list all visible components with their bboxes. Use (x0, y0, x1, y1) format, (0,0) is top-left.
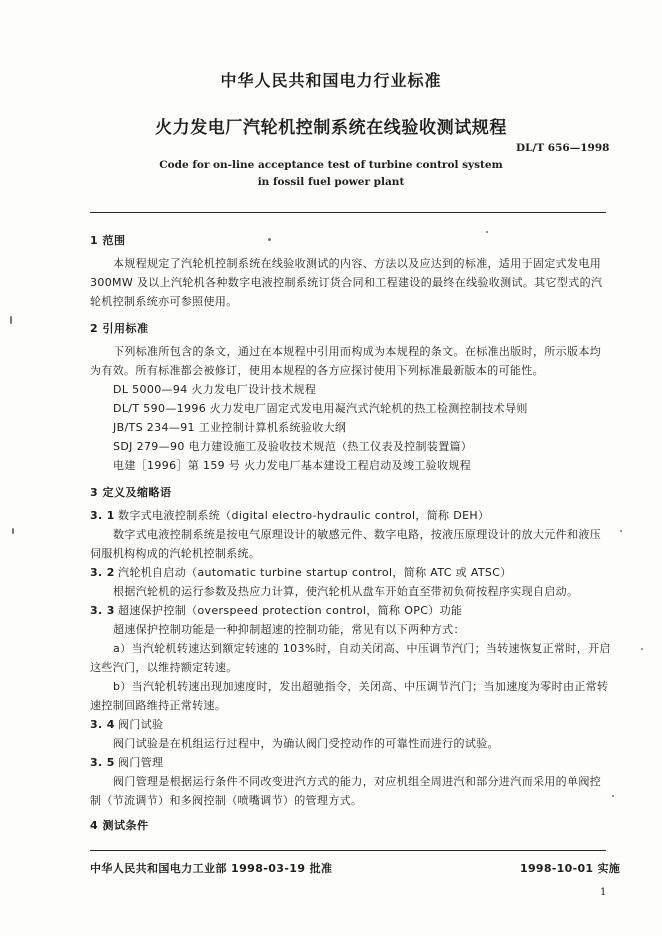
reference-item: DL 5000—94 火力发电厂设计技术规程 (113, 383, 317, 396)
definition-title: 超速保护控制（overspeed protection control，简称 OPC）功能 (118, 604, 463, 617)
scan-speck (12, 528, 14, 534)
definition-number: 3. 1 (90, 509, 115, 522)
paragraph-line: 速控制回路维持正常转速。 (90, 699, 227, 712)
definition-number: 3. 5 (90, 756, 115, 769)
definition-number: 3. 2 (90, 566, 115, 579)
paragraph-line: 伺服机构构成的汽轮机控制系统。 (90, 547, 261, 560)
document-title-en-line2: in fossil fuel power plant (257, 176, 405, 188)
definition-title: 阀门管理 (118, 756, 164, 769)
header-divider (90, 212, 606, 213)
paragraph-line: 轮机控制系统亦可参照使用。 (90, 295, 238, 308)
scan-speck (641, 648, 643, 650)
paragraph-line: b）当汽轮机转速出现加速度时，发出超驰指令，关闭高、中压调节汽门；当加速度为零时由正常转 (113, 680, 609, 693)
reference-item: JB/TS 234—91 工业控制计算机系统验收大纲 (113, 421, 347, 434)
paragraph-line: 数字式电液控制系统是按电气原理设计的敏感元件、数字电路，按液压原理设计的放大元件和液压 (113, 528, 602, 541)
paragraph-line: 阀门试验是在机组运行过程中，为确认阀门受控动作的可靠性而进行的试验。 (113, 737, 499, 750)
definition-title: 数字式电液控制系统（digital electro-hydraulic control，简称 DEH） (118, 509, 490, 522)
document-title-en-line1: Code for on-line acceptance test of turbine control system (159, 159, 503, 171)
paragraph-line: 为有效。所有标准都会被修订，使用本规程的各方应探讨使用下列标准最新版本的可能性。 (90, 364, 544, 377)
standard-org-title: 中华人民共和国电力行业标准 (220, 71, 442, 90)
effective-date: 1998-10-01 实施 (520, 862, 621, 875)
paragraph-line: 300MW 及以上汽轮机各种数字电液控制系统订货合同和工程建设的最终在线验收测试。其它型式的汽 (90, 276, 603, 289)
paragraph-line: 本规程规定了汽轮机控制系统在线验收测试的内容、方法以及应达到的标准，适用于固定式发电用 (113, 257, 602, 270)
paragraph-line: 阀门管理是根据运行条件不同改变进汽方式的能力，对应机组全周进汽和部分进汽而采用的单阀控 (113, 775, 602, 788)
paragraph-line: a）当汽轮机转速达到额定转速的 103%时，自动关闭高、中压调节汽门；当转速恢复正常时，开启 (113, 642, 611, 655)
section-3-heading: 3 定义及缩略语 (90, 486, 172, 499)
definition-title: 阀门试验 (118, 718, 164, 731)
paragraph-line: 制（节流调节）和多阀控制（喷嘴调节）的管理方式。 (90, 794, 363, 807)
scan-speck (612, 795, 614, 797)
section-1-heading: 1 范围 (90, 234, 126, 247)
section-4-heading: 4 测试条件 (90, 819, 149, 832)
reference-item: DL/T 590—1996 火力发电厂固定式发电用凝汽式汽轮机的热工检测控制技术导则 (113, 402, 528, 415)
reference-item: SDJ 279—90 电力建设施工及验收技术规范（热工仪表及控制装置篇） (113, 440, 473, 453)
scan-speck (620, 530, 622, 532)
scan-speck (268, 238, 271, 241)
paragraph-line: 下列标准所包含的条文，通过在本规程中引用而构成为本规程的条文。在标准出版时，所示版本均 (113, 345, 602, 358)
document-title-cn: 火力发电厂汽轮机控制系统在线验收测试规程 (155, 118, 507, 138)
reference-item: 电建［1996］第 159 号 火力发电厂基本建设工程启动及竣工验收规程 (113, 459, 472, 472)
definition-number: 3. 4 (90, 718, 115, 731)
scan-speck (10, 316, 12, 324)
standard-code: DL/T 656—1998 (516, 142, 610, 154)
paragraph-line: 这些汽门，以维持额定转速。 (90, 661, 238, 674)
paragraph-line: 超速保护控制功能是一种抑制超速的控制功能，常见有以下两种方式： (113, 623, 465, 636)
section-2-heading: 2 引用标准 (90, 322, 149, 335)
scan-speck (486, 231, 488, 233)
page-number: 1 (600, 887, 607, 898)
paragraph-line: 根据汽轮机的运行参数及热应力计算，使汽轮机从盘车开始直至带初负荷按程序实现自启动。 (113, 585, 579, 598)
approval-statement: 中华人民共和国电力工业部 1998-03-19 批准 (90, 862, 333, 875)
footer-divider (90, 850, 606, 851)
definition-number: 3. 3 (90, 604, 115, 617)
definition-title: 汽轮机自启动（automatic turbine startup control，简称 ATC 或 ATSC） (118, 566, 512, 579)
